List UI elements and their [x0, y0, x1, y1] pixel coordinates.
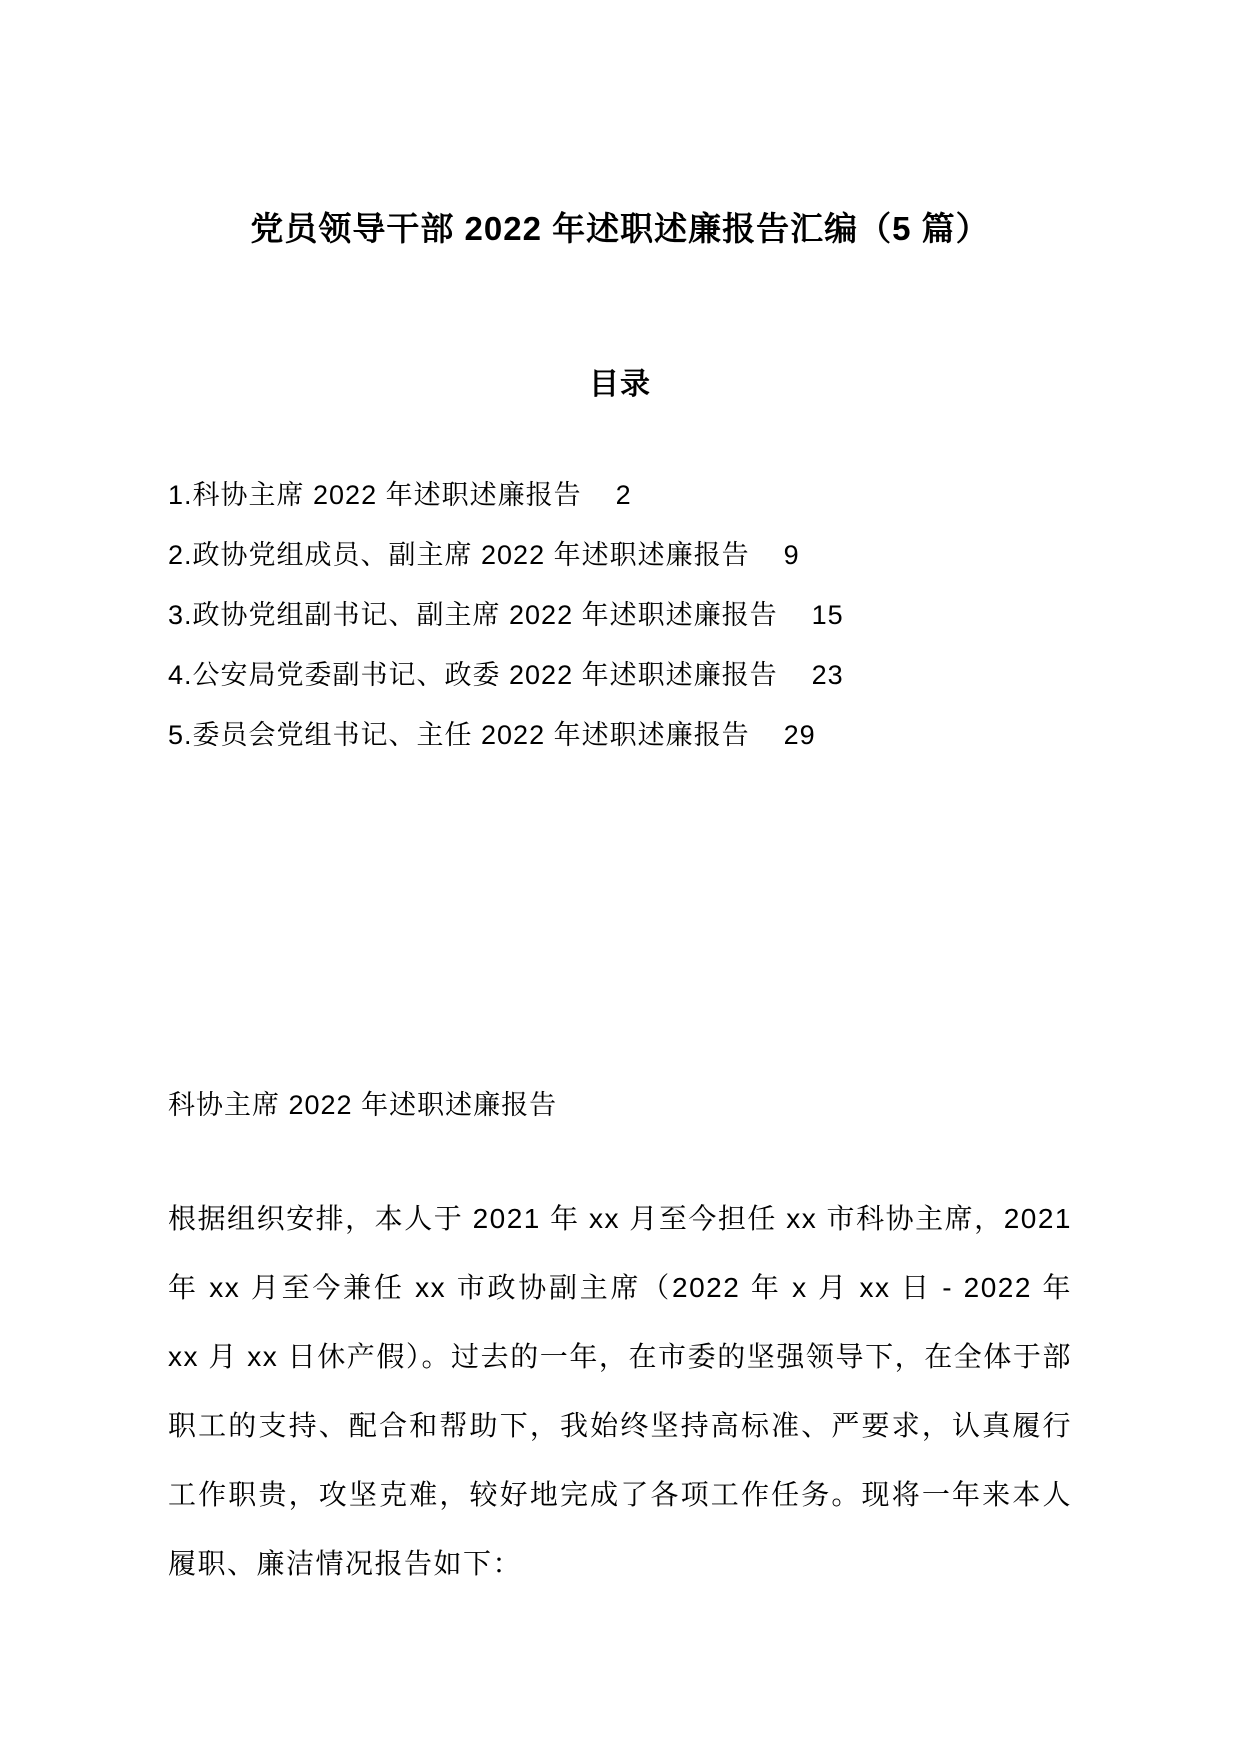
document-title: 党员领导干部 2022 年述职述廉报告汇编（5 篇）: [250, 210, 990, 247]
body-paragraph: 根据组织安排，本人于 2021 年 xx 月至今担任 xx 市科协主席，2021 年 xx 月至今兼任 xx 市政协副主席（2022 年 x 月 xx 日 - 2022 年 xx 月 xx 日休产假）。过去的一年，在市委的坚强领导下，在全体于部职工的支持、配合和帮助下，我始终坚持高标准、严要求，认真履行工作职贵，攻坚克难，较好地完成了各项工作任务。现将一年来本人履职、廉洁情况报告如下：: [168, 1202, 1072, 1579]
toc-page-number: 23: [811, 659, 844, 690]
toc-page-number: 15: [811, 599, 844, 630]
section-heading: 科协主席 2022 年述职述廉报告: [168, 1089, 558, 1120]
toc-page-number: 9: [783, 539, 800, 570]
toc-list: [168, 465, 1072, 765]
toc-item: [168, 465, 1072, 525]
toc-item: [168, 705, 1072, 765]
toc-item: [168, 525, 1072, 585]
toc-page-number: 2: [615, 479, 632, 510]
toc-item-label: 5.委员会党组书记、主任 2022 年述职述廉报告: [168, 719, 750, 750]
toc-item-label: 3.政协党组副书记、副主席 2022 年述职述廉报告: [168, 599, 778, 630]
toc-heading: 目录: [589, 367, 651, 401]
toc-item-label: 4.公安局党委副书记、政委 2022 年述职述廉报告: [168, 659, 778, 690]
toc-item-label: 2.政协党组成员、副主席 2022 年述职述廉报告: [168, 539, 750, 570]
toc-item: [168, 585, 1072, 645]
toc-page-number: 29: [783, 719, 816, 750]
toc-item: [168, 645, 1072, 705]
toc-item-label: 1.科协主席 2022 年述职述廉报告: [168, 479, 582, 510]
